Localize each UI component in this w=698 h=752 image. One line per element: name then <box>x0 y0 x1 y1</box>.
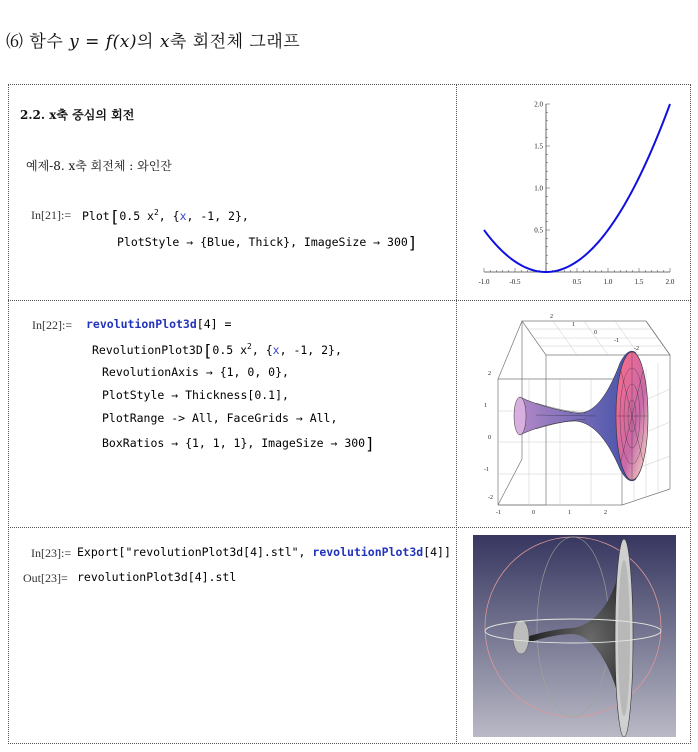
section-title: 2.2. x축 중심의 회전 <box>20 108 135 122</box>
code-assign-rest: [4] = <box>196 317 232 331</box>
x-tick-label: -1.0 <box>478 278 490 286</box>
tick-top-1: 1 <box>572 322 575 328</box>
bracket-close-2: ] <box>365 434 375 453</box>
code-rev-var: x <box>272 343 280 357</box>
code-plot-range: , -1, 2}, <box>186 209 249 223</box>
code-ratios-text: BoxRatios → {1, 1, 1}, ImageSize → 300 <box>102 436 366 450</box>
code-export-var: revolutionPlot3d <box>312 545 424 559</box>
code-plot-c: , { <box>158 209 180 223</box>
code-plot-var: x <box>179 209 187 223</box>
code-rev-func: RevolutionPlot3D <box>92 343 203 357</box>
bracket-close: ] <box>407 233 418 252</box>
x-tick-label: 1.0 <box>603 278 613 286</box>
x-tick-label: 1.5 <box>634 278 644 286</box>
code-export-end: [4]] <box>423 545 451 559</box>
code-rev-range: , -1, 2}, <box>279 343 342 357</box>
heading-var: x <box>159 32 170 52</box>
row-divider-2 <box>8 527 691 528</box>
tick-top-4: -2 <box>634 346 639 352</box>
code-plot-func: Plot <box>82 209 110 223</box>
column-divider <box>456 84 457 744</box>
tick-top-0: 2 <box>550 314 553 320</box>
example-label: 예제-8. x축 회전체 : 와인잔 <box>26 159 172 173</box>
output-value: revolutionPlot3d[4].stl <box>77 570 237 584</box>
heading-prefix: ⑹ 함수 <box>6 32 64 52</box>
revolution-surface <box>514 351 648 481</box>
code-rev-sup: 2 <box>247 342 252 352</box>
bracket-open-2: [ <box>202 341 213 360</box>
code-line-axis: RevolutionAxis → {1, 0, 0}, <box>102 365 289 379</box>
input-label-22: In[22]:= <box>32 318 73 332</box>
code-line-ratios <box>102 434 375 453</box>
tick-bottom-2: 1 <box>568 510 571 516</box>
y-tick-label: 0.5 <box>534 226 543 235</box>
y-tick-label: 1.0 <box>534 184 543 193</box>
bracket-open: [ <box>109 207 120 226</box>
code-line-range: PlotRange -> All, FaceGrids → All, <box>102 411 338 425</box>
code-rev-c: , { <box>251 343 273 357</box>
tick-left-4: -2 <box>488 495 493 501</box>
row-divider-1 <box>8 300 691 301</box>
code-export-call: Export["revolutionPlot3d[4].stl", <box>77 545 313 559</box>
tick-left-3: -1 <box>484 467 489 473</box>
tick-left-2: 0 <box>488 435 491 441</box>
tick-left-0: 2 <box>488 371 491 377</box>
parabola-plot <box>470 96 680 292</box>
x-tick-label: 2.0 <box>665 278 675 286</box>
input-label-23: In[23]:= <box>31 546 72 560</box>
code-plot-sup: 2 <box>153 208 159 218</box>
heading-suffix: 축 회전체 그래프 <box>169 32 301 52</box>
code-line-export <box>77 545 451 559</box>
code-line-plotstyle <box>117 233 417 252</box>
tick-bottom-3: 2 <box>604 510 607 516</box>
code-line-plot <box>82 207 249 226</box>
output-label-23: Out[23]= <box>23 571 68 585</box>
tick-top-3: -1 <box>614 338 619 344</box>
code-rev-expr: 0.5 x <box>212 343 248 357</box>
parabola-series-line <box>484 104 670 272</box>
x-tick-label: 0.5 <box>572 278 582 286</box>
stl-render <box>473 535 676 737</box>
tick-left-1: 1 <box>484 403 487 409</box>
code-line-thickness: PlotStyle → Thickness[0.1], <box>102 388 289 402</box>
y-tick-label: 2.0 <box>534 100 543 109</box>
revolution-3d-plot <box>476 309 676 521</box>
page-heading <box>6 27 300 52</box>
input-label-21: In[21]:= <box>31 208 72 222</box>
code-plotstyle-text: PlotStyle → {Blue, Thick}, ImageSize → 300 <box>117 235 408 249</box>
heading-formula: y = f(x) <box>69 32 137 52</box>
x-tick-label: -0.5 <box>509 278 521 286</box>
heading-middle: 의 <box>136 32 154 52</box>
tick-bottom-1: 0 <box>532 510 535 516</box>
y-tick-label: 1.5 <box>534 142 543 151</box>
code-plot-expr: 0.5 x <box>119 209 154 223</box>
code-assign-var: revolutionPlot3d <box>86 317 197 331</box>
code-line-revolution <box>92 341 342 360</box>
tick-top-2: 0 <box>594 330 597 336</box>
tick-bottom-0: -1 <box>496 510 501 516</box>
code-line-assign <box>86 317 231 331</box>
